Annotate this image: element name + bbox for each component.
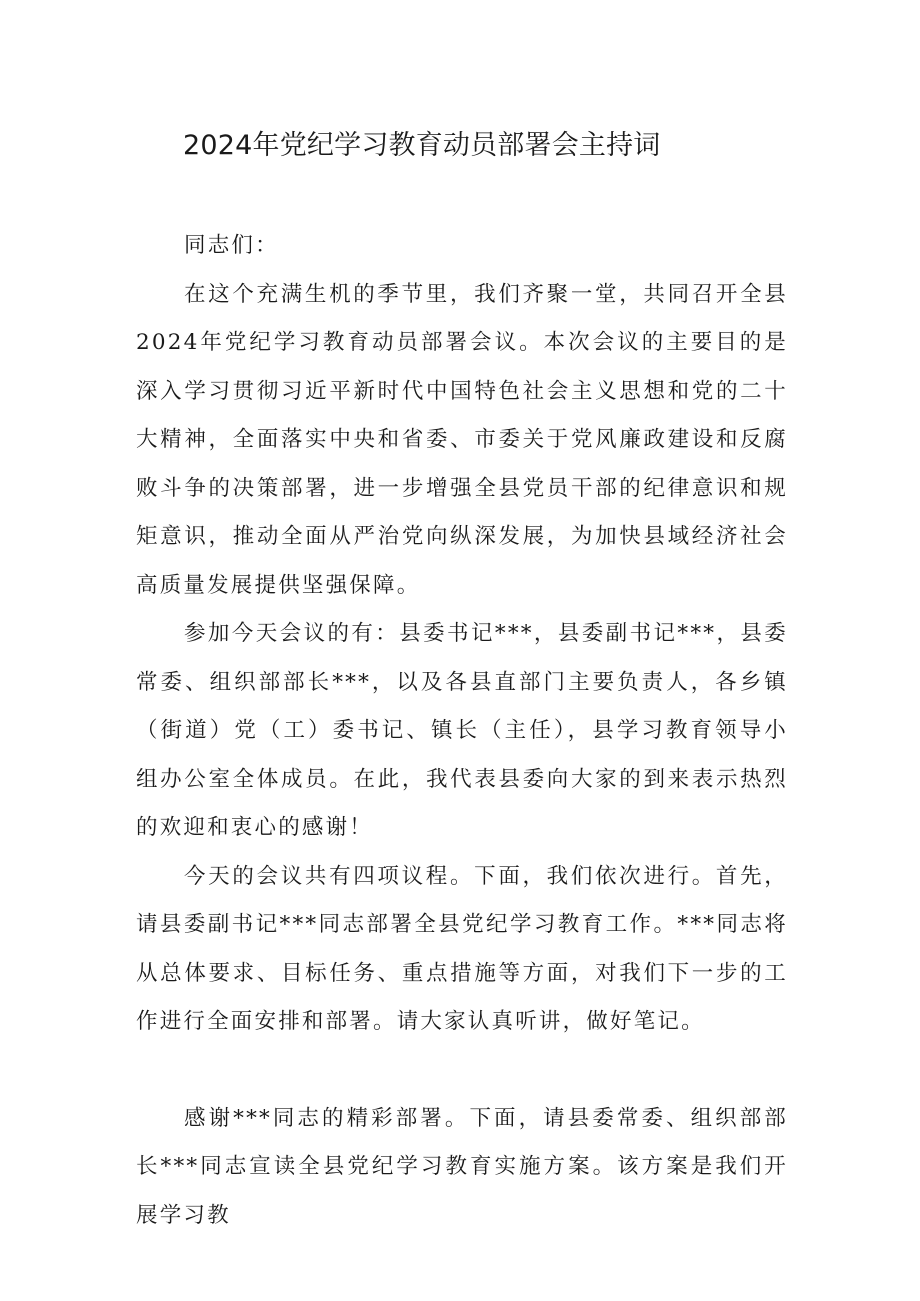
paragraph-attendees: 参加今天会议的有：县委书记***，县委副书记***，县委常委、组织部部长***，以及各县直部门主要负责人，各乡镇（街道）党（工）委书记、镇长（主任），县学习教育领导小组办公室全体成员。在此，我代表县委向大家的到来表示热烈的欢迎和衷心的感谢！ bbox=[136, 621, 788, 840]
document-title: 2024年党纪学习教育动员部署会主持词 bbox=[183, 130, 661, 161]
paragraph-opening: 在这个充满生机的季节里，我们齐聚一堂，共同召开全县2024年党纪学习教育动员部署会议。本次会议的主要目的是深入学习贯彻习近平新时代中国特色社会主义思想和党的二十大精神，全面落实中央和省委、市委关于党风廉政建设和反腐败斗争的决策部署，进一步增强全县党员干部的纪律意识和规矩意识，推动全面从严治党向纵深发展，为加快县域经济社会高质量发展提供坚强保障。 bbox=[136, 281, 788, 598]
paragraph-agenda: 今天的会议共有四项议程。下面，我们依次进行。首先，请县委副书记***同志部署全县党纪学习教育工作。***同志将从总体要求、目标任务、重点措施等方面，对我们下一步的工作进行全面安排和部署。请大家认真听讲，做好笔记。 bbox=[136, 863, 788, 1034]
greeting: 同志们： bbox=[184, 233, 279, 258]
paragraph-next-item: 感谢***同志的精彩部署。下面，请县委常委、组织部部长***同志宣读全县党纪学习教育实施方案。该方案是我们开展学习教 bbox=[136, 1105, 788, 1228]
document-body bbox=[136, 222, 788, 1240]
